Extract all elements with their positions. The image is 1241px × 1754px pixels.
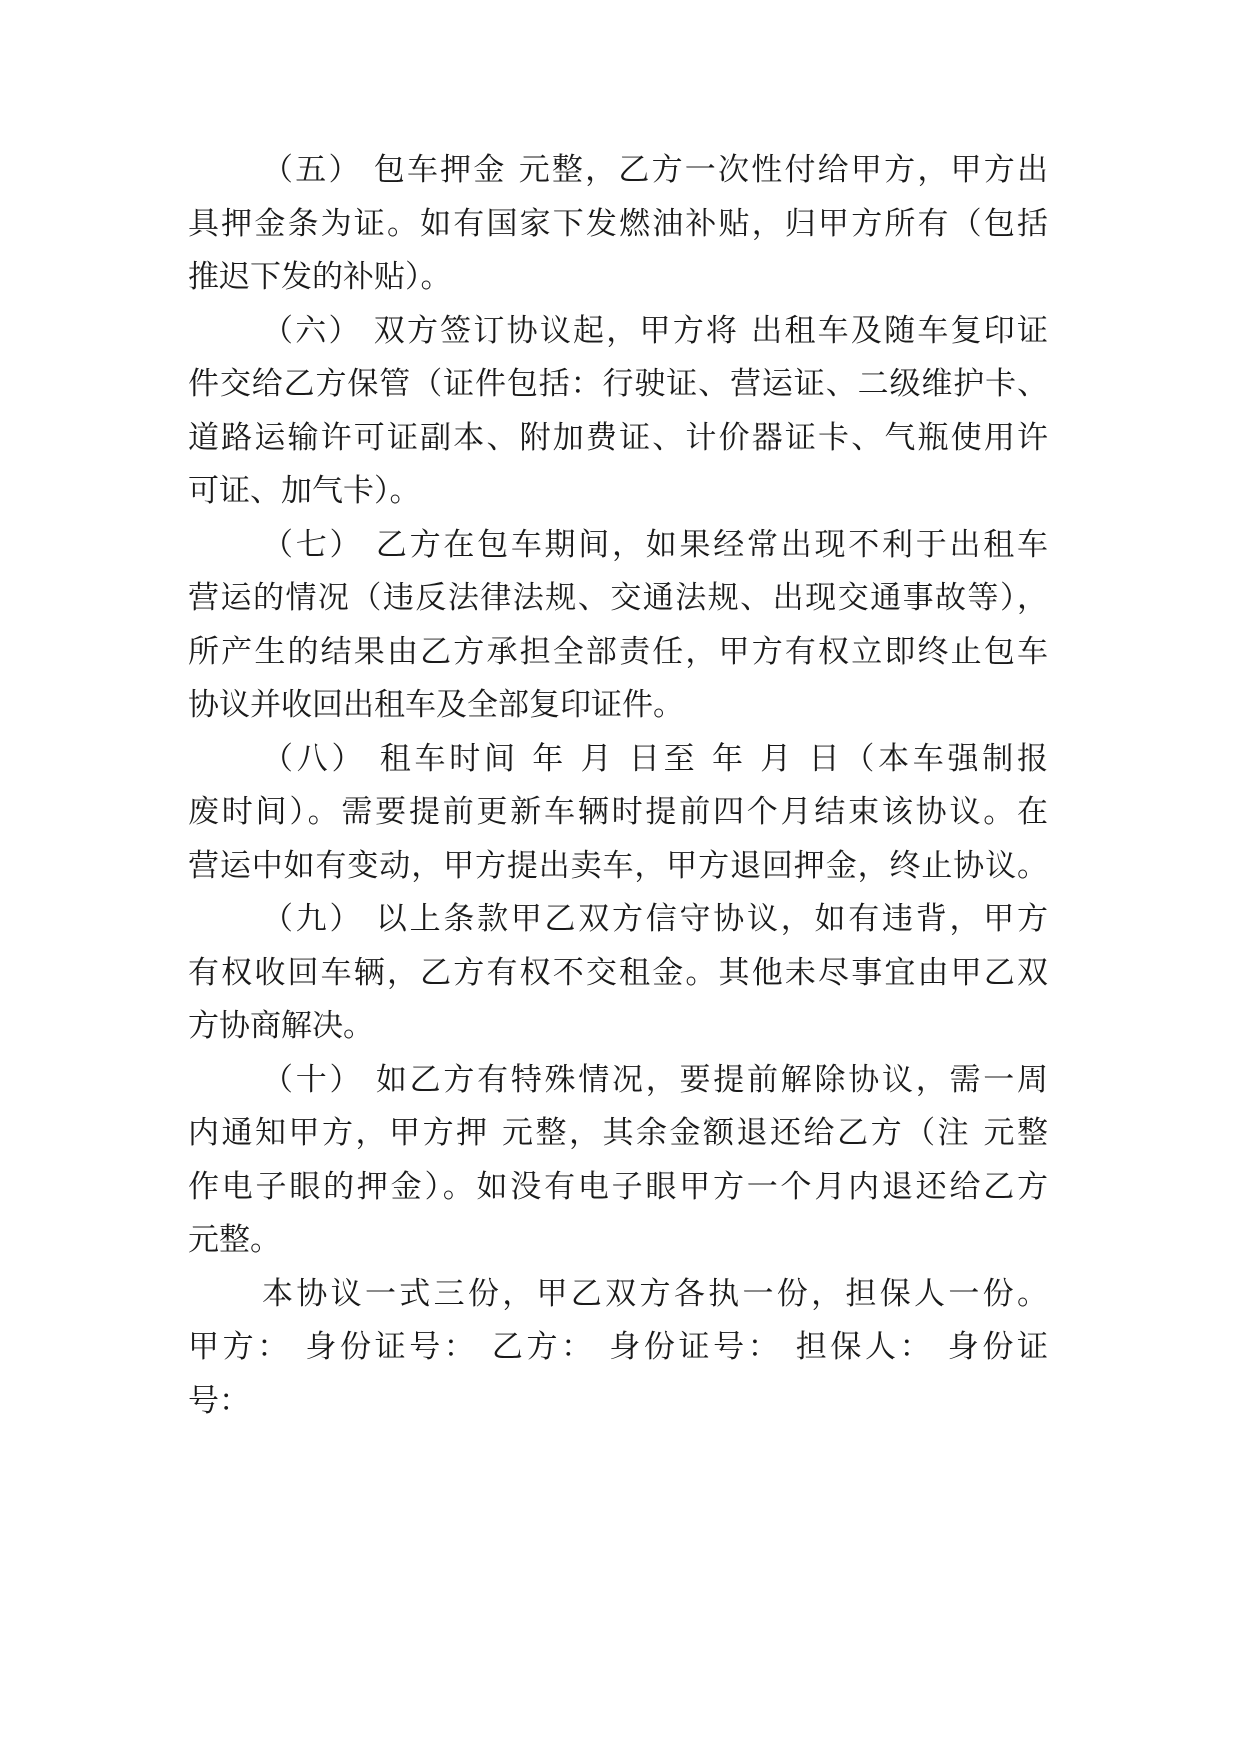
clause-10-line-3: 作电子眼的押金）。如没有电子眼甲方一个月内退还给乙方: [188, 1169, 1048, 1205]
clause-10-line-1: （十） 如乙方有特殊情况，要提前解除协议，需一周: [262, 1062, 1048, 1098]
signature-line-1: 甲方： 身份证号： 乙方： 身份证号： 担保人： 身份证: [188, 1329, 1048, 1365]
clause-8-line-3: 营运中如有变动，甲方提出卖车，甲方退回押金，终止协议。: [188, 848, 1048, 884]
clause-7-line-2: 营运的情况（违反法律法规、交通法规、出现交通事故等），: [188, 580, 1048, 616]
clause-5-line-1: （五） 包车押金 元整，乙方一次性付给甲方，甲方出: [262, 152, 1048, 188]
clause-6-line-1: （六） 双方签订协议起，甲方将 出租车及随车复印证: [262, 313, 1048, 349]
clause-7-line-4: 协议并收回出租车及全部复印证件。: [188, 687, 684, 723]
clause-9-line-3: 方协商解决。: [188, 1008, 374, 1044]
clause-5-line-2: 具押金条为证。如有国家下发燃油补贴，归甲方所有（包括: [188, 206, 1048, 242]
clause-7-line-1: （七） 乙方在包车期间，如果经常出现不利于出租车: [262, 527, 1048, 563]
clause-7-line-3: 所产生的结果由乙方承担全部责任，甲方有权立即终止包车: [188, 634, 1048, 670]
clause-6-line-4: 可证、加气卡）。: [188, 473, 421, 509]
clause-10-line-4: 元整。: [188, 1222, 281, 1258]
signature-line-2: 号：: [188, 1383, 250, 1419]
copies-statement: 本协议一式三份，甲乙双方各执一份，担保人一份。: [262, 1276, 1048, 1312]
clause-8-line-2: 废时间）。需要提前更新车辆时提前四个月结束该协议。在: [188, 794, 1048, 830]
clause-6-line-3: 道路运输许可证副本、附加费证、计价器证卡、气瓶使用许: [188, 420, 1048, 456]
clause-9-line-1: （九） 以上条款甲乙双方信守协议，如有违背，甲方: [262, 901, 1048, 937]
clause-5-line-3: 推迟下发的补贴）。: [188, 259, 452, 295]
clause-10-line-2: 内通知甲方，甲方押 元整，其余金额退还给乙方（注 元整: [188, 1115, 1048, 1151]
clause-6-line-2: 件交给乙方保管（证件包括：行驶证、营运证、二级维护卡、: [188, 366, 1048, 402]
clause-8-line-1: （八） 租车时间 年 月 日至 年 月 日（本车强制报: [262, 741, 1048, 777]
clause-9-line-2: 有权收回车辆，乙方有权不交租金。其他未尽事宜由甲乙双: [188, 955, 1048, 991]
